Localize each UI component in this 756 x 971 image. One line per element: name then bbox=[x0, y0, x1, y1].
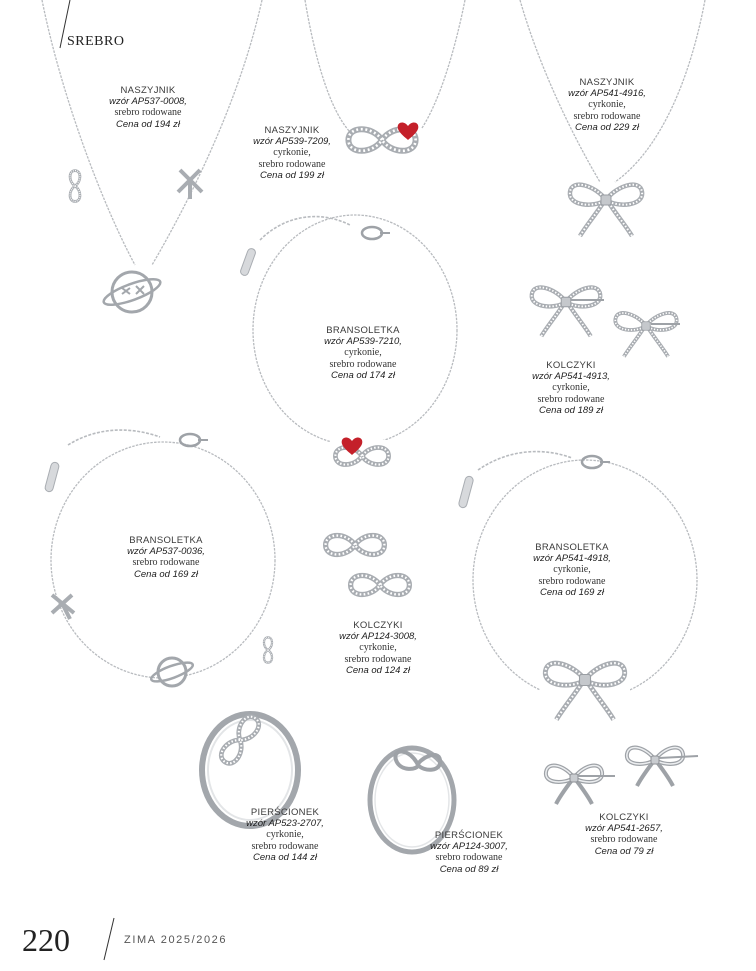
product-category: BRANSOLETKA bbox=[535, 542, 609, 553]
product-material: srebro rodowane bbox=[329, 358, 397, 370]
product-category: KOLCZYKI bbox=[353, 620, 403, 631]
caption-necklace-ap539-7209 bbox=[232, 125, 352, 181]
product-model: wzór AP541-4916, bbox=[568, 88, 646, 100]
product-category: PIERŚCIONEK bbox=[434, 830, 504, 841]
caption-necklace-ap537-0008 bbox=[88, 85, 208, 130]
catalog-season: ZIMA 2025/2026 bbox=[124, 934, 228, 946]
product-price: Cena od 229 zł bbox=[575, 121, 639, 133]
product-material: srebro rodowane bbox=[573, 110, 641, 122]
caption-ring-ap523-2707 bbox=[225, 807, 345, 863]
product-category: NASZYJNIK bbox=[120, 85, 176, 96]
product-price: Cena od 199 zł bbox=[260, 169, 324, 181]
product-model: wzór AP541-2657, bbox=[585, 823, 663, 835]
product-price: Cena od 189 zł bbox=[539, 404, 603, 416]
product-material: srebro rodowane bbox=[344, 653, 412, 665]
product-material: cyrkonie, bbox=[588, 99, 626, 111]
product-price: Cena od 124 zł bbox=[346, 664, 410, 676]
product-price: Cena od 89 zł bbox=[439, 863, 499, 875]
product-material: cyrkonie, bbox=[266, 829, 304, 841]
product-category: KOLCZYKI bbox=[599, 812, 649, 823]
product-model: wzór AP537-0008, bbox=[109, 96, 187, 108]
product-price: Cena od 194 zł bbox=[116, 118, 180, 130]
earrings-ap541-4913 bbox=[532, 287, 680, 356]
product-model: wzór AP541-4918, bbox=[533, 553, 611, 565]
product-material: srebro rodowane bbox=[114, 107, 182, 119]
caption-bracelet-ap541-4918 bbox=[512, 542, 632, 598]
product-model: wzór AP523-2707, bbox=[246, 818, 324, 830]
product-material: srebro rodowane bbox=[435, 852, 503, 864]
section-title: SREBRO bbox=[67, 34, 125, 49]
product-category: BRANSOLETKA bbox=[326, 325, 400, 336]
product-model: wzór AP539-7210, bbox=[324, 336, 402, 348]
product-material: srebro rodowane bbox=[132, 557, 200, 569]
product-model: wzór AP124-3007, bbox=[430, 841, 508, 853]
product-material: srebro rodowane bbox=[590, 834, 658, 846]
product-price: Cena od 79 zł bbox=[594, 845, 654, 857]
product-material: srebro rodowane bbox=[258, 158, 326, 170]
product-category: NASZYJNIK bbox=[579, 77, 635, 88]
caption-earrings-ap541-4913 bbox=[511, 360, 631, 416]
caption-ring-ap124-3007 bbox=[409, 830, 529, 875]
product-category: BRANSOLETKA bbox=[129, 535, 203, 546]
product-material: cyrkonie, bbox=[553, 564, 591, 576]
product-category: NASZYJNIK bbox=[264, 125, 320, 136]
product-material: cyrkonie, bbox=[552, 382, 590, 394]
product-model: wzór AP537-0036, bbox=[127, 546, 205, 558]
product-category: PIERŚCIONEK bbox=[250, 807, 320, 818]
product-price: Cena od 169 zł bbox=[134, 568, 198, 580]
product-price: Cena od 169 zł bbox=[540, 586, 604, 598]
product-model: wzór AP539-7209, bbox=[253, 136, 331, 148]
caption-bracelet-ap537-0036 bbox=[106, 535, 226, 580]
earrings-ap124-3008 bbox=[326, 536, 410, 595]
caption-necklace-ap541-4916 bbox=[547, 77, 667, 133]
caption-earrings-ap541-2657 bbox=[564, 812, 684, 857]
earrings-ap541-2657 bbox=[546, 747, 698, 804]
product-model: wzór AP124-3008, bbox=[339, 631, 417, 643]
product-material: srebro rodowane bbox=[538, 575, 606, 587]
product-category: KOLCZYKI bbox=[546, 360, 596, 371]
product-price: Cena od 144 zł bbox=[253, 851, 317, 863]
caption-earrings-ap124-3008 bbox=[318, 620, 438, 676]
product-material: srebro rodowane bbox=[251, 840, 319, 852]
product-material: cyrkonie, bbox=[273, 147, 311, 159]
product-material: srebro rodowane bbox=[537, 393, 605, 405]
product-material: cyrkonie, bbox=[359, 642, 397, 654]
caption-bracelet-ap539-7210 bbox=[303, 325, 423, 381]
product-price: Cena od 174 zł bbox=[331, 369, 395, 381]
page-number: 220 bbox=[22, 922, 70, 958]
product-material: cyrkonie, bbox=[344, 347, 382, 359]
product-model: wzór AP541-4913, bbox=[532, 371, 610, 383]
